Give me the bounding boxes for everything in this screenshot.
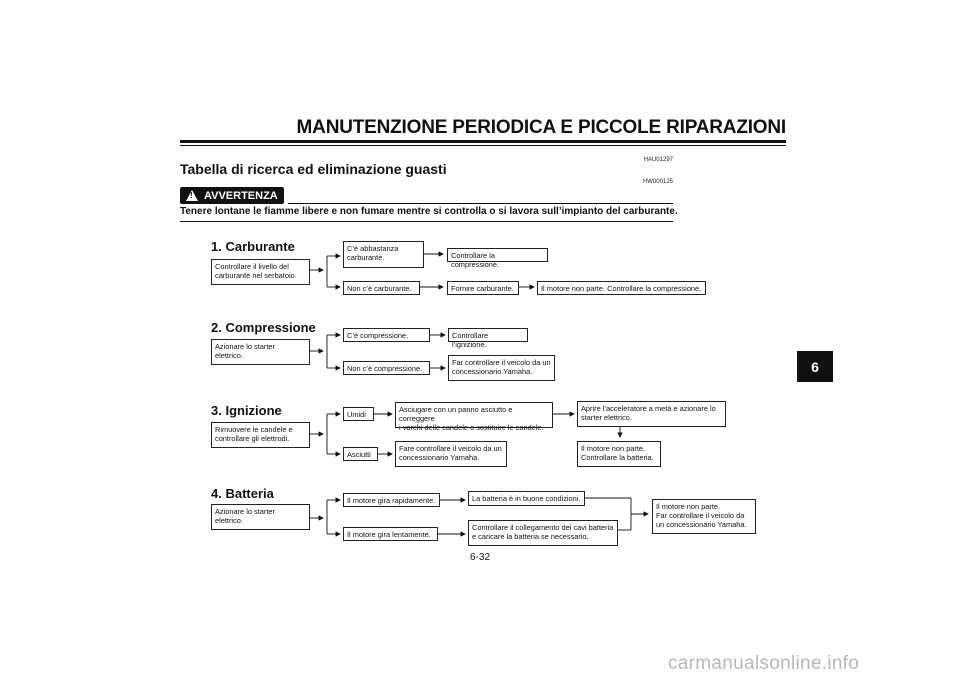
ignizione-wet-action-box: Asciugare con un panno asciutto e correggere i varchi delle candele o sostituire le candele. bbox=[395, 402, 553, 428]
section-title: Tabella di ricerca ed eliminazione guasti bbox=[180, 161, 447, 177]
batteria-fast-result-box: La batteria è in buone condizioni. bbox=[468, 491, 585, 506]
page-number: 6-32 bbox=[469, 552, 490, 563]
carburante-yes-box: C’è abbastanza carburante. bbox=[343, 241, 424, 268]
section-code: HAU01297 bbox=[643, 157, 673, 163]
warning-triangle-icon: ! bbox=[186, 190, 198, 201]
batteria-slow-box: Il motore gira lentamente. bbox=[343, 527, 438, 541]
watermark: carmanualsonline.info bbox=[668, 653, 860, 674]
warning-label: AVVERTENZA bbox=[204, 189, 278, 202]
carburante-no-box: Non c’è carburante. bbox=[343, 281, 420, 295]
batteria-title: 4. Batteria bbox=[211, 486, 274, 501]
ignizione-wet-box: Umidi bbox=[343, 407, 374, 421]
carburante-start-box: Controllare il livello del carburante nel serbatoio. bbox=[211, 259, 310, 285]
carburante-no-action-box: Fornire carburante. bbox=[447, 281, 519, 295]
carburante-yes-action-box: Controllare la compressione. bbox=[447, 248, 548, 262]
batteria-start-box: Azionare lo starter elettrico. bbox=[211, 504, 310, 530]
compressione-yes-box: C’è compressione. bbox=[343, 328, 430, 342]
ignizione-start-box: Rimuovere le candele e controllare gli elettrodi. bbox=[211, 422, 310, 448]
ignizione-title: 3. Ignizione bbox=[211, 403, 282, 418]
batteria-fast-box: Il motore gira rapidamente. bbox=[343, 493, 440, 507]
compressione-start-box: Azionare lo starter elettrico. bbox=[211, 339, 310, 365]
batteria-final-box: Il motore non parte. Far controllare il veicolo da un concessionario Yamaha. bbox=[652, 499, 756, 534]
compressione-title: 2. Compressione bbox=[211, 320, 316, 335]
chapter-tab: 6 bbox=[797, 351, 833, 382]
warning-text: Tenere lontane le fiamme libere e non fumare mentre si controlla o si lavora sull’impianto del carburante. bbox=[180, 206, 678, 217]
carburante-title: 1. Carburante bbox=[211, 239, 295, 254]
ignizione-wet-next-box: Aprire l’acceleratore a metà e azionare lo starter elettrico. bbox=[577, 401, 726, 427]
compressione-yes-action-box: Controllare l’ignizione. bbox=[448, 328, 528, 342]
compressione-no-box: Non c’è compressione. bbox=[343, 361, 430, 375]
ignizione-dry-box: Asciutti bbox=[343, 447, 378, 461]
ignizione-wet-result-box: Il motore non parte. Controllare la batteria. bbox=[577, 441, 661, 467]
ignizione-dry-action-box: Fare controllare il veicolo da un concessionario Yamaha. bbox=[395, 441, 507, 467]
batteria-slow-action-box: Controllare il collegamento dei cavi batteria e caricare la batteria se necessario. bbox=[468, 520, 618, 546]
warning-code: HW000125 bbox=[642, 179, 673, 185]
carburante-no-result-box: Il motore non parte. Controllare la compressione. bbox=[537, 281, 706, 295]
compressione-no-action-box: Far controllare il veicolo da un concessionario Yamaha. bbox=[448, 355, 555, 381]
page-header-title: MANUTENZIONE PERIODICA E PICCOLE RIPARAZIONI bbox=[296, 117, 786, 138]
